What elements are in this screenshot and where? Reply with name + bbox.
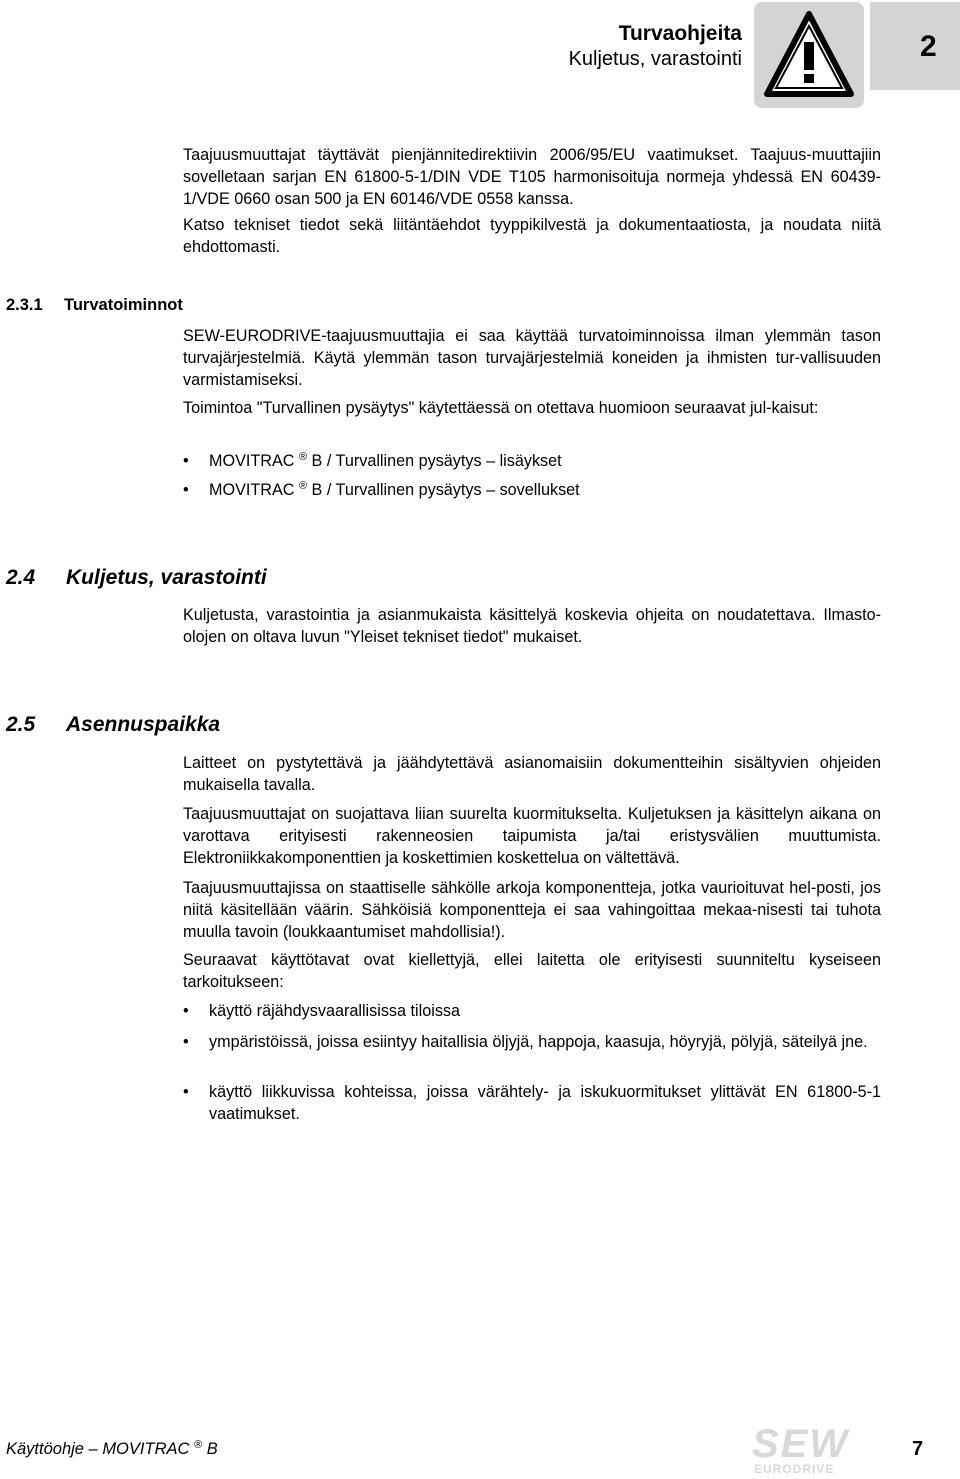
list-item-text: käyttö liikkuvissa kohteissa, joissa värähtely- ja iskukuormitukset ylittävät EN 61800-5-1 vaatimukset. xyxy=(209,1083,881,1123)
warning-box xyxy=(754,2,864,108)
bullet-icon: • xyxy=(183,481,189,499)
kuljetus-paragraph: Kuljetusta, varastointia ja asianmukaista käsittelyä koskevia ohjeita on noudatettava. Ilmasto-olojen on oltava luvun "Yleiset tekniset tiedot" mukaiset. xyxy=(183,606,881,646)
registered-mark: ® xyxy=(298,480,308,492)
warning-triangle-icon xyxy=(764,10,854,100)
section-title: Asennuspaikka xyxy=(66,713,221,736)
logo-sub-text: EURODRIVE xyxy=(754,1462,835,1476)
list-item-text: ympäristöissä, joissa esiintyy haitallisia öljyjä, happoja, kaasuja, höyryjä, pölyjä, säteilyä jne. xyxy=(209,1033,868,1051)
chapter-title: Turvaohjeita xyxy=(618,22,742,45)
section-heading-2-4 xyxy=(6,566,267,590)
bullet-icon: • xyxy=(183,1002,189,1020)
turvatoiminnot-paragraph-2: Toimintoa "Turvallinen pysäytys" käytettäessä on otettava huomioon seuraavat jul-kaisut: xyxy=(183,399,819,417)
turvatoiminnot-paragraph-1: SEW-EURODRIVE-taajuusmuuttajia ei saa käyttää turvatoiminnoissa ilman ylemmän tason turvajärjestelmiä. Käytä ylemmän tason turvajärjestelmiä koneiden ja ihmisten tur-vallisuuden varmistamiseksi. xyxy=(183,327,881,389)
footer-document-title xyxy=(6,1440,218,1459)
chapter-number: 2 xyxy=(920,30,937,63)
footer-text: B xyxy=(202,1440,218,1458)
page-number: 7 xyxy=(912,1438,924,1460)
bullet-icon: • xyxy=(183,1033,189,1051)
list-item-text: MOVITRAC xyxy=(209,452,295,470)
header-title-block xyxy=(569,22,742,72)
footer-text: Käyttöohje – MOVITRAC xyxy=(6,1440,190,1458)
intro-paragraph-1: Taajuusmuuttajat täyttävät pienjännitedirektiivin 2006/95/EU vaatimukset. Taajuus-muuttajiin sovelletaan sarjan EN 61800-5-1/DIN VDE T105 harmonisoituja normeja yhdessä EN 60439-1/VDE 0660 osan 500 ja EN 60146/VDE 0558 kanssa. xyxy=(183,146,881,208)
list-item-text: B / Turvallinen pysäytys – sovellukset xyxy=(307,481,580,499)
asennuspaikka-paragraph-2: Taajuusmuuttajat on suojattava liian suurelta kuormitukselta. Kuljetuksen ja käsittelyn aikana on varottava erityisesti rakenneosien taipumista ja/tai eristysvälien muuttumista. Elektroniikkakomponenttien ja koskettimien kosketteluа on vältettävä. xyxy=(183,805,881,867)
section-subtitle: Kuljetus, varastointi xyxy=(568,48,742,70)
sew-eurodrive-logo xyxy=(752,1422,860,1479)
list-item-text: B / Turvallinen pysäytys – lisäykset xyxy=(307,452,562,470)
asennuspaikka-paragraph-1: Laitteet on pystytettävä ja jäähdytettävä asianomaisiin dokumentteihin sisältyvien ohjeiden mukaisella tavalla. xyxy=(183,754,881,794)
logo-main-text: SEW xyxy=(752,1422,850,1466)
section-number: 2.4 xyxy=(6,566,36,589)
registered-mark: ® xyxy=(194,1439,203,1451)
bullet-icon: • xyxy=(183,452,189,470)
intro-paragraph-2: Katso tekniset tiedot sekä liitäntäehdot tyyppikilvestä ja dokumentaatiosta, ja noudata niitä ehdottomasti. xyxy=(183,216,881,256)
list-item-text: käyttö räjähdysvaarallisissa tiloissa xyxy=(209,1002,461,1020)
section-title: Kuljetus, varastointi xyxy=(66,566,267,589)
asennuspaikka-paragraph-4: Seuraavat käyttötavat ovat kiellettyjä, ellei laitetta ole erityisesti suunniteltu kyseiseen tarkoitukseen: xyxy=(183,951,881,991)
chapter-number-tab xyxy=(870,2,960,90)
section-title: Turvatoiminnot xyxy=(64,296,183,314)
registered-mark: ® xyxy=(298,451,308,463)
asennuspaikka-paragraph-3: Taajuusmuuttajissa on staattiselle sähkölle arkoja komponentteja, jotka vaurioituvat hel-posti, jos niitä käsitellään väärin. Sähköisiä komponentteja ei saa vahingoittaa mekaa-nisesti tai tuhota muulla tavoin (loukkaantumiset mahdollisia!). xyxy=(183,879,881,941)
bullet-icon: • xyxy=(183,1083,189,1101)
section-number: 2.3.1 xyxy=(6,296,43,314)
section-heading-2-5 xyxy=(6,713,220,737)
list-item-text: MOVITRAC xyxy=(209,481,295,499)
section-number: 2.5 xyxy=(6,713,36,736)
section-heading-2-3-1 xyxy=(6,296,183,315)
